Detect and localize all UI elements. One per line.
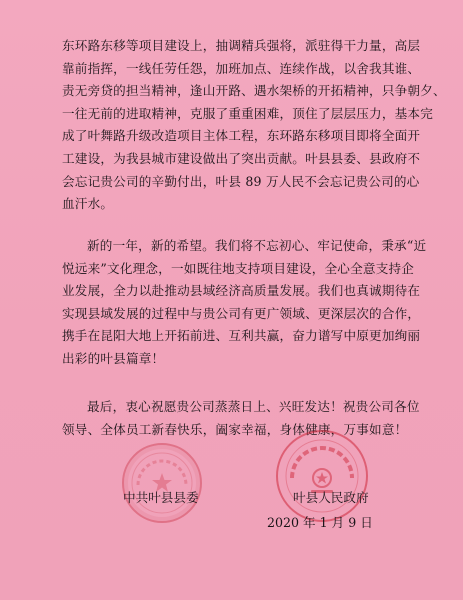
text-line: 业发展，全力以赴推动县域经济高质量发展。我们也真诚期待在 bbox=[62, 283, 421, 299]
text-line: 成了叶舞路升级改造项目主体工程，东环路东移项目即将全面开 bbox=[62, 128, 421, 144]
text-line: 最后，衷心祝愿贵公司蒸蒸日上、兴旺发达！祝贵公司各位 bbox=[87, 399, 420, 414]
text-line: 责无旁贷的担当精神，逢山开路、遇水架桥的开拓精神，只争朝夕、 bbox=[62, 83, 446, 99]
text-line: 血汗水。 bbox=[62, 196, 114, 212]
text-line: 出彩的叶县篇章！ bbox=[62, 350, 165, 366]
signature-party-committee: 中共叶县县委 bbox=[123, 490, 199, 505]
text-line: 一往无前的进取精神，克服了重重困难，顶住了层层压力，基本完 bbox=[62, 105, 434, 121]
text-line: 新的一年，新的希望。我们将不忘初心、牢记使命，秉承“近 bbox=[87, 238, 427, 253]
text-line: 携手在昆阳大地上开拓前进、互利共赢，奋力谱写中原更加绚丽 bbox=[62, 328, 421, 344]
text-line: 会忘记贵公司的辛勤付出，叶县 89 万人民不会忘记贵公司的心 bbox=[62, 173, 420, 189]
text-line: 悦远来”文化理念，一如既往地支持项目建设，全心全意支持企 bbox=[62, 260, 415, 276]
text-line: 实现县域发展的过程中与贵公司有更广领域、更深层次的合作， bbox=[62, 305, 421, 321]
signature-government: 叶县人民政府 bbox=[293, 490, 369, 505]
text-line: 靠前指挥，一线任劳任怨，加班加点、连续作战，以舍我其谁、 bbox=[62, 60, 421, 76]
text-line: 东环路东移等项目建设上，抽调精兵强将，派驻得干力量，高层 bbox=[62, 38, 421, 53]
text-line: 领导、全体员工新春快乐，阖家幸福，身体健康，万事如意！ bbox=[62, 421, 408, 437]
signature-date: 2020 年 1 月 9 日 bbox=[267, 515, 373, 530]
party-seal-graphic bbox=[124, 445, 200, 521]
paragraph-1 bbox=[62, 35, 446, 216]
government-seal bbox=[276, 430, 368, 522]
paragraph-2 bbox=[62, 235, 427, 371]
text-line: 工建设，为我县城市建设做出了突出贡献。叶县县委、县政府不 bbox=[62, 150, 421, 166]
party-committee-seal bbox=[122, 443, 202, 523]
